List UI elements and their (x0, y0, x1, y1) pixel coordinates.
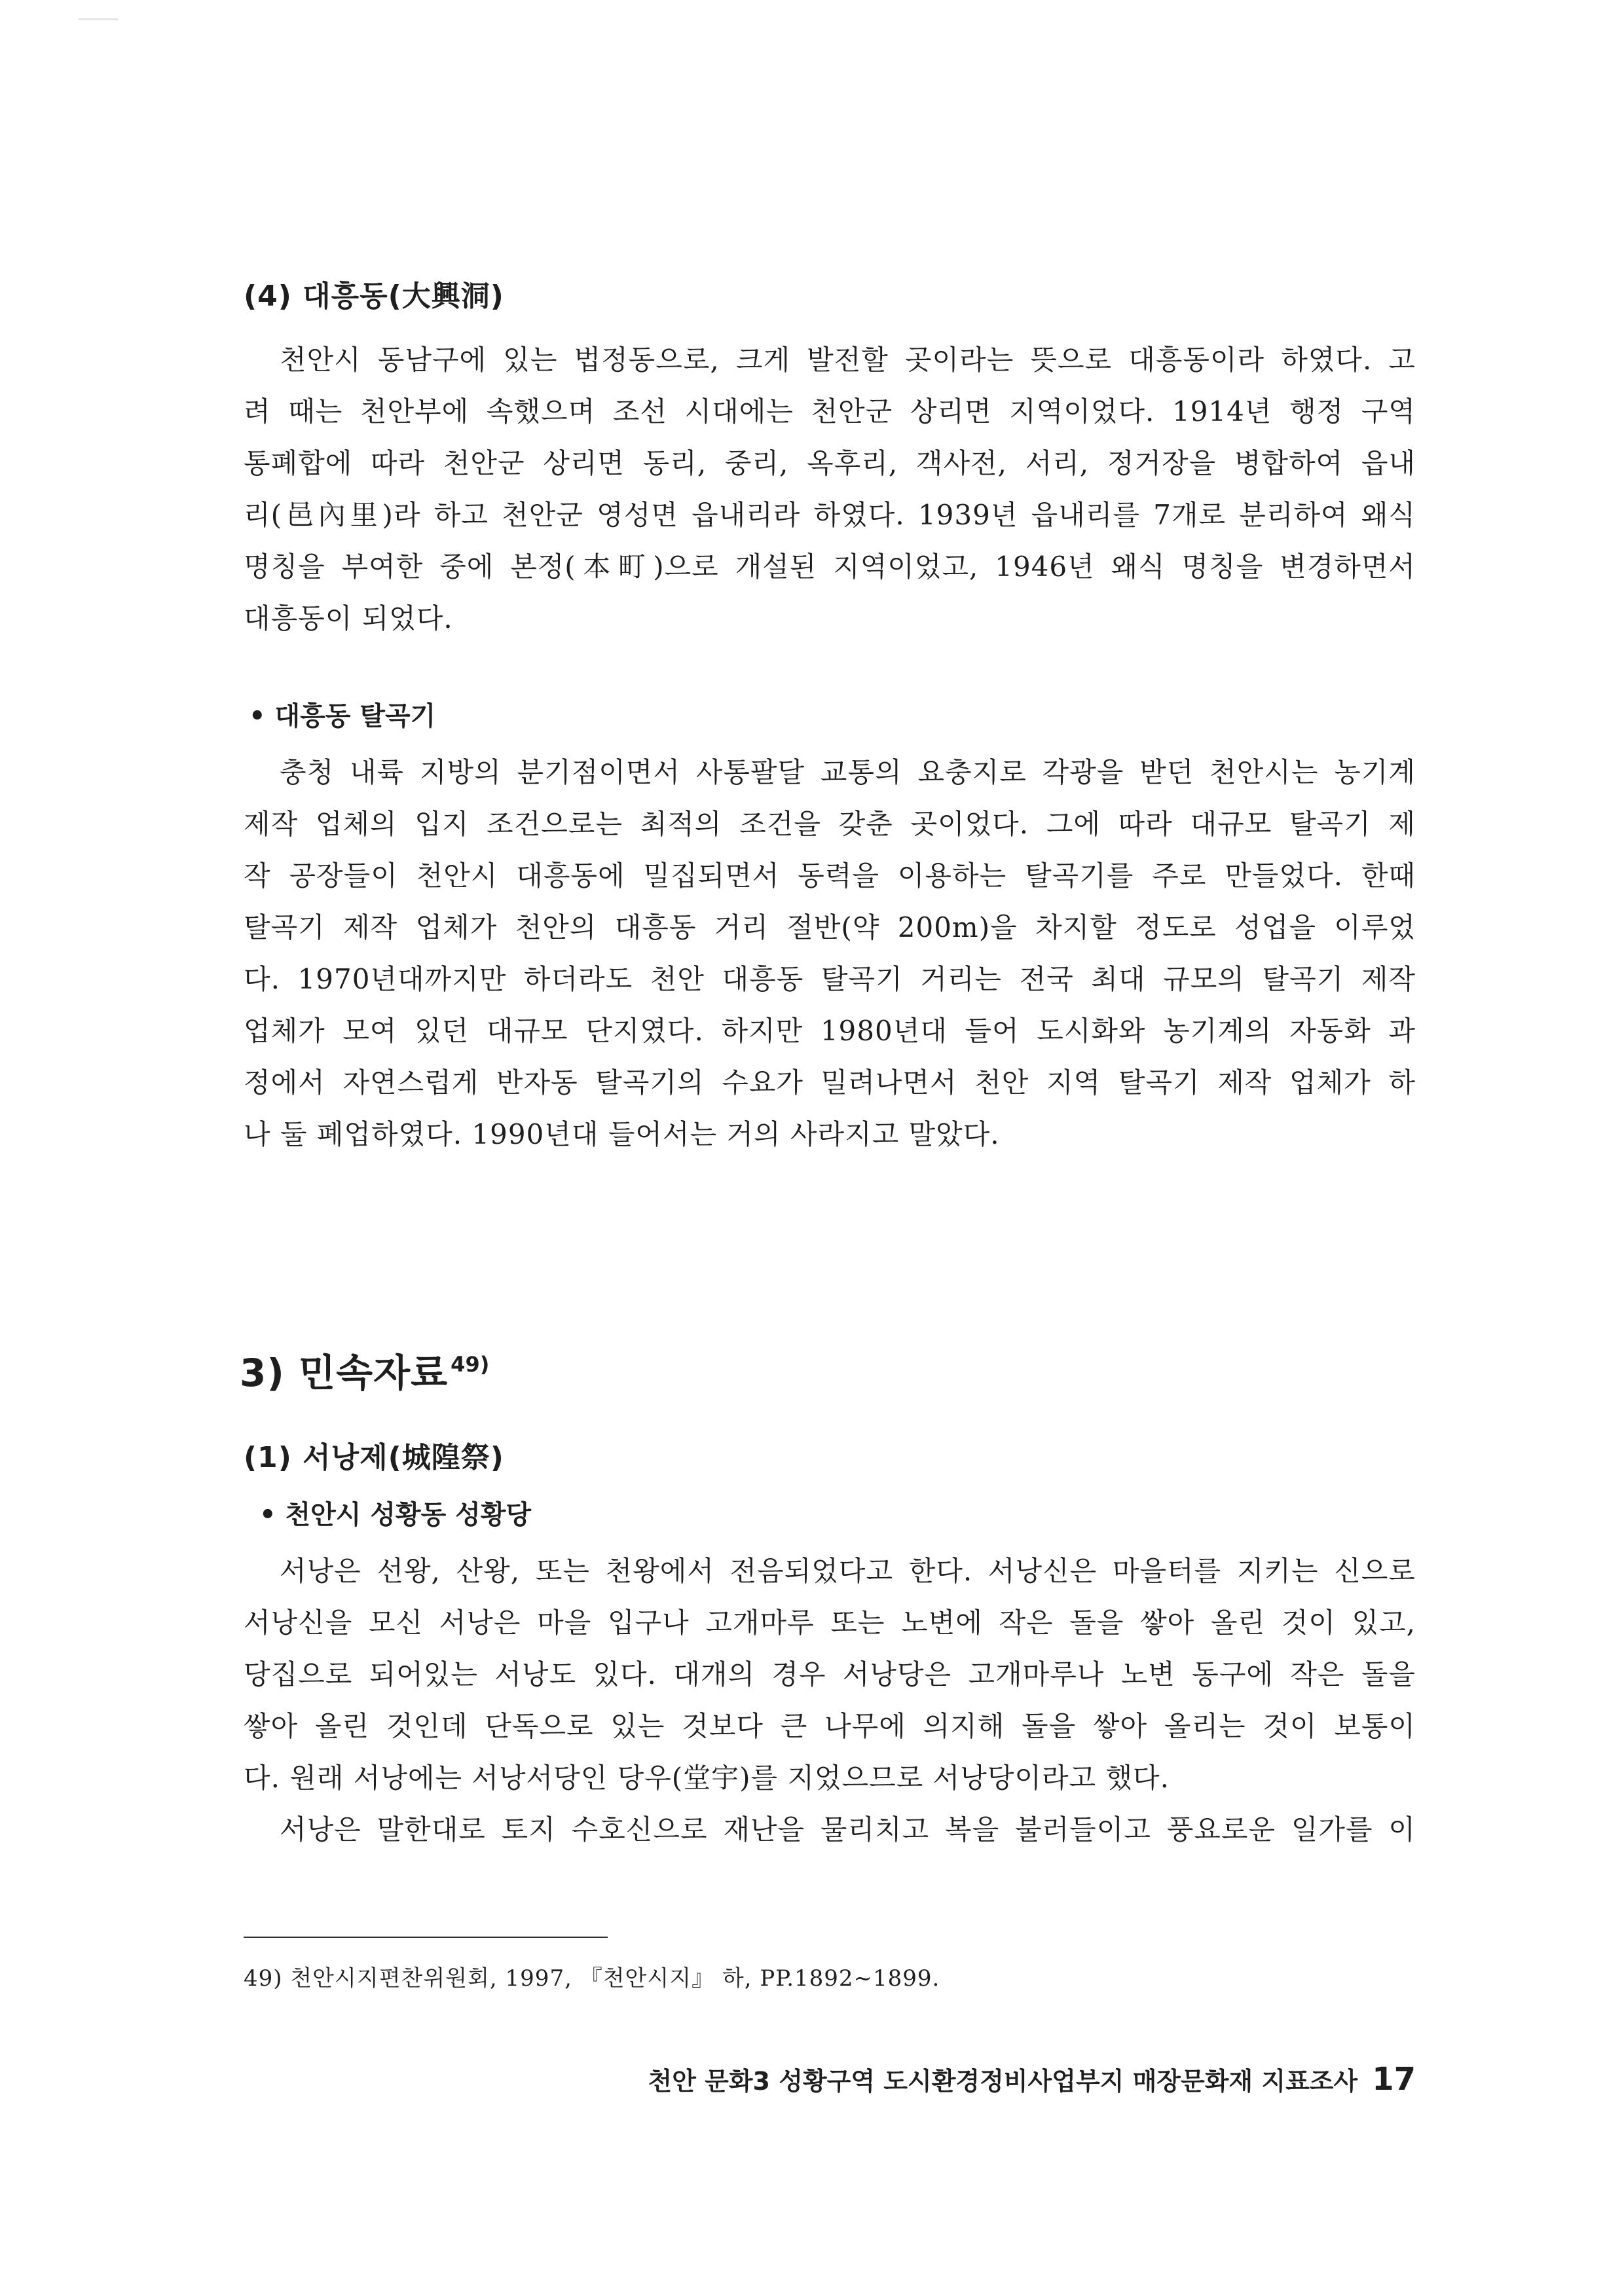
text-line: 명칭을 부여한 중에 본정(本町)으로 개설된 지역이었고, 1946년 왜식 명칭을 변경하면서 (244, 551, 1416, 583)
footnote-text: 49) 천안시지편찬위원회, 1997, 『천안시지』 하, PP.1892~1899. (244, 1965, 940, 1992)
text-line: 탈곡기 제작 업체가 천안의 대흥동 거리 절반(약 200m)을 차지할 정도로 성업을 이루었 (244, 911, 1416, 943)
text-line: 다. 원래 서낭에는 서낭서당인 당우(堂宇)를 지었으므로 서낭당이라고 했다. (244, 1762, 1170, 1794)
text-line: 제작 업체의 입지 조건으로는 최적의 조건을 갖춘 곳이었다. 그에 따라 대규모 탈곡기 제 (244, 808, 1416, 840)
bullet-heading-threshers: • 대흥동 탈곡기 (249, 701, 436, 731)
section-heading-daeheung-dong: (4) 대흥동(大興洞) (244, 280, 504, 313)
paragraph-seonangje (244, 1545, 1416, 1855)
text-line: 대흥동이 되었다. (244, 602, 453, 634)
text-line: 쌓아 올린 것인데 단독으로 있는 것보다 큰 나무에 의지해 돌을 쌓아 올리는 것이 보통이 (244, 1710, 1416, 1742)
text-line: 서낭은 선왕, 산왕, 또는 천왕에서 전음되었다고 한다. 서낭신은 마을터를 지키는 신으로 (280, 1555, 1416, 1587)
text-line: 천안시 동남구에 있는 법정동으로, 크게 발전할 곳이라는 뜻으로 대흥동이라 하였다. 고 (280, 344, 1416, 376)
section-heading-seonangje: (1) 서낭제(城隍祭) (244, 1441, 504, 1474)
page-number: 17 (1372, 2061, 1416, 2098)
text-line: 정에서 자연스럽게 반자동 탈곡기의 수요가 밀려나면서 천안 지역 탈곡기 제작 업체가 하 (244, 1066, 1416, 1099)
text-line: 작 공장들이 천안시 대흥동에 밀집되면서 동력을 이용하는 탈곡기를 주로 만들었다. 한때 (244, 860, 1416, 892)
text-line: 리(邑內里)라 하고 천안군 영성면 읍내리라 하였다. 1939년 읍내리를 7개로 분리하여 왜식 (244, 499, 1416, 531)
footer-title: 천안 문화3 성황구역 도시환경정비사업부지 매장문화재 지표조사 (648, 2067, 1358, 2096)
text-line: 려 때는 천안부에 속했으며 조선 시대에는 천안군 상리면 지역이었다. 1914년 행정 구역 (244, 395, 1416, 428)
text-line: 서낭은 말한대로 토지 수호신으로 재난을 물리치고 복을 불러들이고 풍요로운 일가를 이 (280, 1813, 1416, 1846)
text-line: 통폐합에 따라 천안군 상리면 동리, 중리, 옥후리, 객사전, 서리, 정거장을 병합하여 읍내 (244, 447, 1416, 479)
scan-artifact (79, 18, 118, 20)
paragraph-daeheung-dong (244, 334, 1416, 644)
bullet-heading-seonghwangdang: • 천안시 성황동 성황당 (259, 1500, 532, 1530)
text-line: 당집으로 되어있는 서낭도 있다. 대개의 경우 서낭당은 고개마루나 노변 동구에 작은 돌을 (244, 1658, 1416, 1690)
section-heading-folklore (240, 1342, 489, 1397)
text-line: 업체가 모여 있던 대규모 단지였다. 하지만 1980년대 들어 도시화와 농기계의 자동화 과 (244, 1015, 1416, 1047)
page-footer (648, 2061, 1416, 2098)
text-line: 서낭신을 모신 서낭은 마을 입구나 고개마루 또는 노변에 작은 돌을 쌓아 올린 것이 있고, (244, 1607, 1416, 1639)
text-line: 다. 1970년대까지만 하더라도 천안 대흥동 탈곡기 거리는 전국 최대 규모의 탈곡기 제작 (244, 963, 1416, 995)
text-line: 나 둘 폐업하였다. 1990년대 들어서는 거의 사라지고 말았다. (244, 1118, 1000, 1150)
footnote-reference: 49) (451, 1352, 490, 1377)
section-heading-text: 3) 민속자료 (240, 1351, 449, 1395)
footnote-divider (244, 1937, 608, 1938)
text-line: 충청 내륙 지방의 분기점이면서 사통팔달 교통의 요충지로 각광을 받던 천안시는 농기계 (280, 756, 1416, 788)
paragraph-threshers (244, 746, 1416, 1160)
